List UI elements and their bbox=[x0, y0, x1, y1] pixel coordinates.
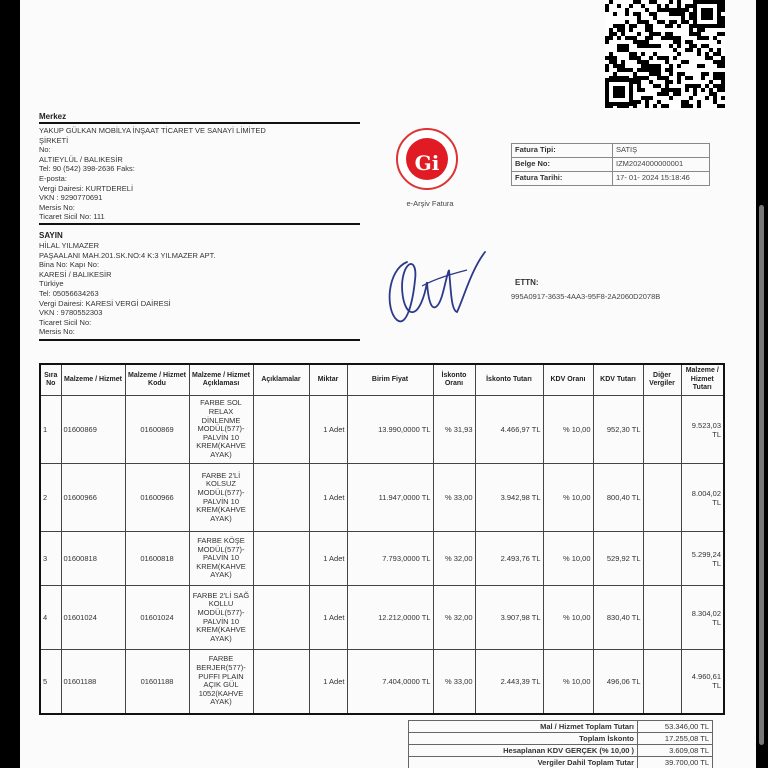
item-code: 01601188 bbox=[125, 650, 189, 714]
item-notes bbox=[253, 464, 309, 532]
line-total: 8.004,02 TL bbox=[681, 464, 724, 532]
quantity: 1 Adet bbox=[309, 532, 347, 586]
table-row bbox=[40, 532, 724, 586]
invoice-meta-key: Belge No: bbox=[512, 158, 613, 172]
buyer-line: Tel: 05056634263 bbox=[39, 288, 99, 298]
other-taxes bbox=[643, 586, 681, 650]
buyer-line: HİLAL YILMAZER bbox=[39, 241, 100, 250]
invoice-meta-value: IZM2024000000001 bbox=[613, 158, 710, 172]
buyer-line: KARESİ / BALIKESİR bbox=[39, 269, 112, 279]
qr-code bbox=[605, 0, 725, 110]
discount-amount: 3.907,98 TL bbox=[475, 586, 543, 650]
row-number: 1 bbox=[40, 396, 61, 464]
item-code: 01601024 bbox=[125, 586, 189, 650]
quantity: 1 Adet bbox=[309, 586, 347, 650]
vat-amount: 496,06 TL bbox=[593, 650, 643, 714]
seller-line: Vergi Dairesi: KURTDERELİ bbox=[39, 183, 134, 193]
column-header: Diğer Vergiler bbox=[643, 364, 681, 396]
invoice-meta-key: Fatura Tarihi: bbox=[512, 172, 613, 186]
column-header: Sıra No bbox=[40, 364, 61, 396]
invoice-meta-row bbox=[512, 172, 710, 186]
invoice-meta-row bbox=[512, 144, 710, 158]
totals-row bbox=[409, 757, 713, 768]
column-header: İskonto Oranı bbox=[433, 364, 475, 396]
table-row bbox=[40, 396, 724, 464]
buyer-line: VKN : 9780552303 bbox=[39, 308, 103, 318]
discount-rate: % 31,93 bbox=[433, 396, 475, 464]
seller-block bbox=[39, 112, 360, 225]
item-notes bbox=[253, 586, 309, 650]
item-name: 01601024 bbox=[61, 586, 125, 650]
seller-line: ALTIEYLÜL / BALIKESİR bbox=[39, 154, 123, 164]
buyer-line: PAŞAALANI MAH.201.SK.NO:4 K:3 YILMAZER APT. bbox=[39, 250, 216, 260]
column-header: Malzeme / Hizmet Kodu bbox=[125, 364, 189, 396]
totals-row bbox=[409, 745, 713, 757]
line-total: 5.299,24 TL bbox=[681, 532, 724, 586]
invoice-page bbox=[20, 0, 756, 768]
totals-row bbox=[409, 733, 713, 745]
buyer-lines bbox=[39, 241, 360, 337]
seller-line: Tel: 90 (542) 398-2636 Faks: bbox=[39, 164, 135, 174]
discount-amount: 4.466,97 TL bbox=[475, 396, 543, 464]
unit-price: 11.947,0000 TL bbox=[347, 464, 433, 532]
table-row bbox=[40, 586, 724, 650]
totals-label: Toplam İskonto bbox=[409, 733, 638, 745]
row-number: 3 bbox=[40, 532, 61, 586]
invoice-meta-row bbox=[512, 158, 710, 172]
item-description: FARBE 2'Lİ SAĞ KOLLU MODÜL(577)-PALVİN 10 KREM(KAHVE AYAK) bbox=[189, 586, 253, 650]
totals-label: Mal / Hizmet Toplam Tutarı bbox=[409, 721, 638, 733]
unit-price: 7.404,0000 TL bbox=[347, 650, 433, 714]
discount-amount: 2.443,39 TL bbox=[475, 650, 543, 714]
vat-amount: 830,40 TL bbox=[593, 586, 643, 650]
buyer-line: Ticaret Sicil No: bbox=[39, 317, 92, 327]
buyer-block bbox=[39, 231, 360, 341]
seller-line: VKN : 9290770691 bbox=[39, 193, 103, 203]
divider bbox=[39, 339, 360, 341]
item-code: 01600818 bbox=[125, 532, 189, 586]
item-name: 01601188 bbox=[61, 650, 125, 714]
scrollbar-thumb[interactable] bbox=[759, 205, 764, 745]
column-header: Birim Fiyat bbox=[347, 364, 433, 396]
column-header: Miktar bbox=[309, 364, 347, 396]
divider bbox=[39, 223, 360, 225]
column-header: İskonto Tutarı bbox=[475, 364, 543, 396]
ettn-label: ETTN: bbox=[515, 278, 539, 287]
quantity: 1 Adet bbox=[309, 650, 347, 714]
item-name: 01600818 bbox=[61, 532, 125, 586]
gib-logo bbox=[396, 128, 458, 190]
vat-amount: 952,30 TL bbox=[593, 396, 643, 464]
item-notes bbox=[253, 532, 309, 586]
discount-rate: % 32,00 bbox=[433, 532, 475, 586]
buyer-line: Türkiye bbox=[39, 279, 64, 289]
row-number: 5 bbox=[40, 650, 61, 714]
seller-line: No: bbox=[39, 145, 51, 155]
other-taxes bbox=[643, 532, 681, 586]
vat-rate: % 10,00 bbox=[543, 586, 593, 650]
other-taxes bbox=[643, 396, 681, 464]
totals-table bbox=[408, 720, 713, 768]
seller-line: ŞİRKETİ bbox=[39, 135, 69, 145]
item-notes bbox=[253, 650, 309, 714]
other-taxes bbox=[643, 464, 681, 532]
signature bbox=[367, 240, 507, 330]
discount-amount: 2.493,76 TL bbox=[475, 532, 543, 586]
buyer-line: Bina No: Kapı No: bbox=[39, 260, 100, 270]
vat-amount: 529,92 TL bbox=[593, 532, 643, 586]
seller-line: YAKUP GÜLKAN MOBİLYA İNŞAAT TİCARET VE SANAYİ LİMİTED bbox=[39, 126, 266, 135]
item-description: FARBE SOL RELAX DİNLENME MODÜL(577)-PALVİN 10 KREM(KAHVE AYAK) bbox=[189, 396, 253, 464]
invoice-meta-value: SATIŞ bbox=[613, 144, 710, 158]
discount-rate: % 33,00 bbox=[433, 464, 475, 532]
invoice-meta-table bbox=[511, 143, 710, 186]
vat-rate: % 10,00 bbox=[543, 650, 593, 714]
other-taxes bbox=[643, 650, 681, 714]
vat-amount: 800,40 TL bbox=[593, 464, 643, 532]
items-header-row bbox=[40, 364, 724, 396]
totals-value: 53.346,00 TL bbox=[638, 721, 713, 733]
column-header: KDV Oranı bbox=[543, 364, 593, 396]
ettn-value: 995A0917-3635-4AA3-95F8-2A2060D2078B bbox=[511, 292, 661, 301]
unit-price: 13.990,0000 TL bbox=[347, 396, 433, 464]
seller-line: Ticaret Sicil No: 111 bbox=[39, 212, 105, 222]
table-row bbox=[40, 464, 724, 532]
totals-label: Vergiler Dahil Toplam Tutar bbox=[409, 757, 638, 768]
item-description: FARBE KÖŞE MODÜL(577)-PALVİN 10 KREM(KAHVE AYAK) bbox=[189, 532, 253, 586]
totals-label: Hesaplanan KDV GERÇEK (% 10,00 ) bbox=[409, 745, 638, 757]
discount-rate: % 33,00 bbox=[433, 650, 475, 714]
vat-rate: % 10,00 bbox=[543, 396, 593, 464]
item-description: FARBE 2'Lİ KOLSUZ MODÜL(577)-PALVİN 10 KREM(KAHVE AYAK) bbox=[189, 464, 253, 532]
row-number: 2 bbox=[40, 464, 61, 532]
divider bbox=[39, 122, 360, 124]
item-name: 01600869 bbox=[61, 396, 125, 464]
column-header: KDV Tutarı bbox=[593, 364, 643, 396]
item-code: 01600966 bbox=[125, 464, 189, 532]
seller-lines bbox=[39, 126, 360, 222]
column-header: Malzeme / Hizmet Tutarı bbox=[681, 364, 724, 396]
buyer-heading: SAYIN bbox=[39, 231, 63, 240]
row-number: 4 bbox=[40, 586, 61, 650]
item-description: FARBE BERJER(577)-PUFFI PLAIN AÇIK GÜL 1052(KAHVE AYAK) bbox=[189, 650, 253, 714]
seller-heading: Merkez bbox=[39, 112, 67, 121]
column-header: Malzeme / Hizmet bbox=[61, 364, 125, 396]
seller-line: Mersis No: bbox=[39, 202, 75, 212]
invoice-meta-value: 17- 01- 2024 15:18:46 bbox=[613, 172, 710, 186]
discount-amount: 3.942,98 TL bbox=[475, 464, 543, 532]
table-row bbox=[40, 650, 724, 714]
line-total: 4.960,61 TL bbox=[681, 650, 724, 714]
item-notes bbox=[253, 396, 309, 464]
seller-line: E-posta: bbox=[39, 173, 67, 183]
unit-price: 12.212,0000 TL bbox=[347, 586, 433, 650]
totals-value: 39.700,00 TL bbox=[638, 757, 713, 768]
totals-row bbox=[409, 721, 713, 733]
items-table bbox=[39, 363, 725, 715]
item-name: 01600966 bbox=[61, 464, 125, 532]
vat-rate: % 10,00 bbox=[543, 532, 593, 586]
quantity: 1 Adet bbox=[309, 396, 347, 464]
line-total: 8.304,02 TL bbox=[681, 586, 724, 650]
line-total: 9.523,03 TL bbox=[681, 396, 724, 464]
invoice-meta-key: Fatura Tipi: bbox=[512, 144, 613, 158]
totals-value: 3.609,08 TL bbox=[638, 745, 713, 757]
discount-rate: % 32,00 bbox=[433, 586, 475, 650]
column-header: Açıklamalar bbox=[253, 364, 309, 396]
buyer-line: Mersis No: bbox=[39, 327, 75, 337]
vat-rate: % 10,00 bbox=[543, 464, 593, 532]
unit-price: 7.793,0000 TL bbox=[347, 532, 433, 586]
buyer-line: Vergi Dairesi: KARESİ VERGİ DAİRESİ bbox=[39, 298, 171, 308]
totals-value: 17.255,08 TL bbox=[638, 733, 713, 745]
e-arsiv-label: e-Arşiv Fatura bbox=[406, 199, 454, 208]
quantity: 1 Adet bbox=[309, 464, 347, 532]
column-header: Malzeme / Hizmet Açıklaması bbox=[189, 364, 253, 396]
logo-emblem bbox=[406, 138, 448, 180]
logo-glyph: Gi bbox=[414, 151, 440, 175]
item-code: 01600869 bbox=[125, 396, 189, 464]
